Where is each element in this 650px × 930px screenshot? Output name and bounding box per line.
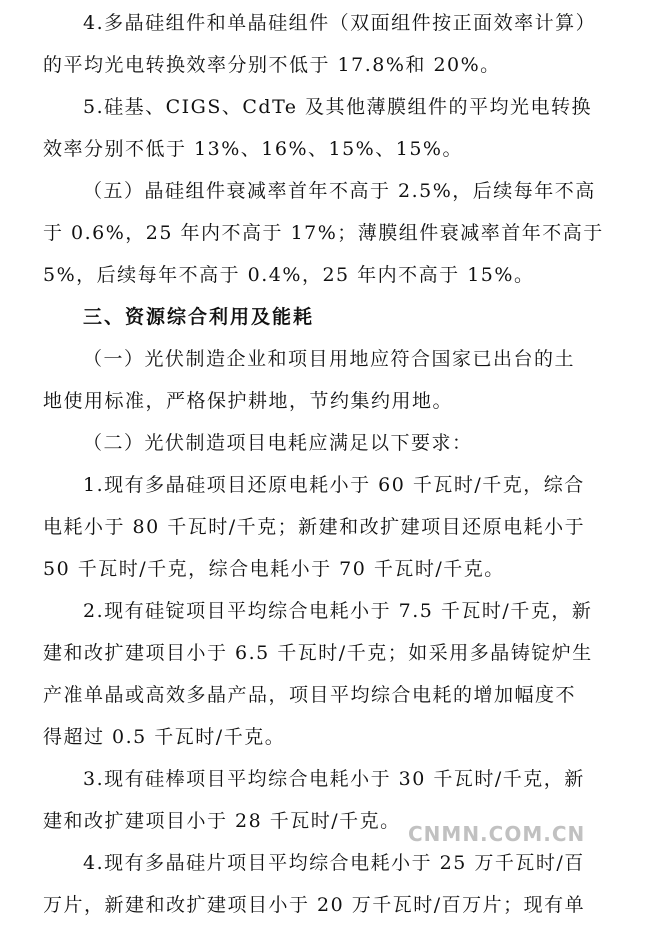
p8-line-2: 建和改扩建项目小于 28 千瓦时/千克。: [43, 810, 401, 832]
p3-line-2: 于 0.6%，25 年内不高于 17%；薄膜组件衰减率首年不高于: [43, 222, 604, 244]
p6-line-1: 1.现有多晶硅项目还原电耗小于 60 千瓦时/千克，综合: [83, 474, 585, 496]
p7-line-3: 产准单晶或高效多晶产品，项目平均综合电耗的增加幅度不: [43, 684, 577, 706]
p9-line-2: 万片，新建和改扩建项目小于 20 万千瓦时/百万片；现有单: [43, 894, 586, 916]
p8-line-1: 3.现有硅棒项目平均综合电耗小于 30 千瓦时/千克，新: [83, 768, 585, 790]
p5-line-1: （二）光伏制造项目电耗应满足以下要求：: [83, 432, 473, 454]
p9-line-1: 4.现有多晶硅片项目平均综合电耗小于 25 万千瓦时/百: [83, 852, 585, 874]
p7-line-1: 2.现有硅锭项目平均综合电耗小于 7.5 千瓦时/千克，新: [83, 600, 593, 622]
p6-line-2: 电耗小于 80 千瓦时/千克；新建和改扩建项目还原电耗小于: [43, 516, 586, 538]
p1-line-1: 4.多晶硅组件和单晶硅组件（双面组件按正面效率计算）: [83, 12, 597, 34]
p7-line-4: 得超过 0.5 千瓦时/千克。: [43, 726, 286, 748]
p4-line-2: 地使用标准，严格保护耕地，节约集约用地。: [43, 390, 454, 412]
site-watermark: CNMN.COM.CN: [408, 822, 586, 846]
p6-line-3: 50 千瓦时/千克，综合电耗小于 70 千瓦时/千克。: [43, 558, 505, 580]
p3-line-1: （五）晶硅组件衰减率首年不高于 2.5%，后续每年不高: [83, 180, 596, 202]
section-heading: 三、资源综合利用及能耗: [83, 306, 315, 328]
p1-line-2: 的平均光电转换效率分别不低于 17.8%和 20%。: [43, 54, 501, 76]
p2-line-2: 效率分别不低于 13%、16%、15%、15%。: [43, 138, 463, 160]
p2-line-1: 5.硅基、CIGS、CdTe 及其他薄膜组件的平均光电转换: [83, 96, 593, 118]
p4-line-1: （一）光伏制造企业和项目用地应符合国家已出台的土: [83, 348, 576, 370]
p7-line-2: 建和改扩建项目小于 6.5 千瓦时/千克；如采用多晶铸锭炉生: [43, 642, 593, 664]
p3-line-3: 5%，后续每年不高于 0.4%，25 年内不高于 15%。: [43, 264, 535, 286]
